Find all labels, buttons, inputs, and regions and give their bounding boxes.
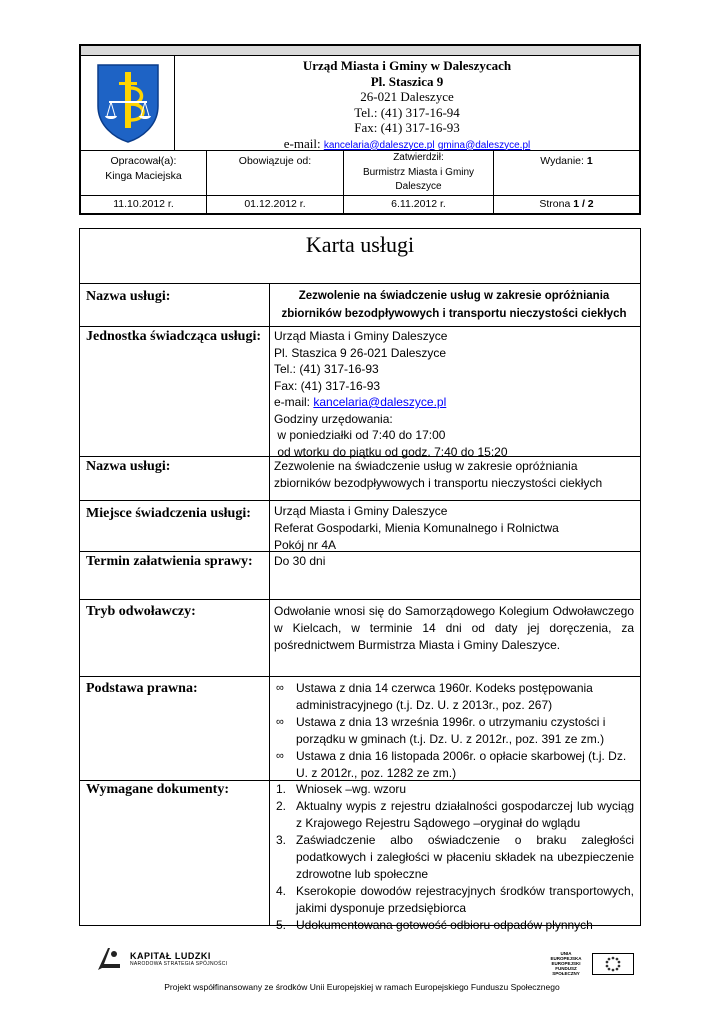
prepared-date: 11.10.2012 r. — [81, 196, 207, 213]
kl-subtitle: NARODOWA STRATEGIA SPÓJNOŚCI — [130, 961, 228, 967]
place-value — [270, 501, 640, 552]
unit-email-line — [274, 394, 634, 411]
kapital-ludzki-logo — [94, 944, 227, 974]
deadline-value: Do 30 dni — [274, 554, 326, 568]
row-place — [80, 500, 640, 552]
office-postcode: 26-021 Daleszyce — [360, 89, 454, 104]
appeal-value: Odwołanie wnosi się do Samorządowego Kolegium Odwoławczego w Kielcach, w terminie 14 dni od daty jej doręczenia, za pośrednictwem Burmistrza Miasta i Gminy Daleszyce. — [274, 604, 634, 652]
row-deadline — [80, 551, 640, 600]
place-line: Urząd Miasta i Gminy Daleszyce — [274, 504, 448, 518]
doc-item: 5. Udokumentowana gotowość odbioru odpadów płynnych — [276, 918, 593, 932]
email-label: e-mail: — [283, 135, 321, 151]
legal-item-text: Ustawa z dnia 14 czerwca 1960r. Kodeks postępowania administracyjnego (t.j. Dz. U. z 2013r., poz. 267) — [296, 681, 593, 712]
edition-cell — [494, 151, 639, 195]
header-dates-row — [81, 196, 639, 213]
office-address-block — [175, 56, 639, 150]
header-meta-row — [81, 151, 639, 196]
doc-item-text: Udokumentowana gotowość odbioru odpadów płynnych — [296, 918, 593, 932]
service-name2-value: Zezwolenie na świadczenie usług w zakresie opróżniania zbiorników bezodpływowych i transportu nieczystości ciekłych — [274, 459, 603, 490]
doc-item: 2. Aktualny wypis z rejestru działalności gospodarczej lub wyciąg z Krajowego Rejestru Sądowego –oryginał do wglądu — [276, 799, 634, 830]
service-name-value: Zezwolenie na świadczenie usług w zakresie opróżniania zbiorników bezodpływowych i transportu nieczystości ciekłych — [281, 290, 627, 320]
unit-line: Tel.: (41) 317-16-93 — [274, 362, 379, 376]
unit-label: Jednostka świadcząca usługi: — [80, 327, 270, 457]
valid-from-cell — [207, 151, 344, 195]
email-link-kancelaria[interactable]: kancelaria@daleszyce.pl — [323, 139, 435, 151]
doc-item-text: Zaświadczenie albo oświadczenie o braku zaległości podatkowych i zaległości w płaceniu składek na ubezpieczenie zdrowotne lub społeczne — [296, 833, 634, 881]
row-service-name — [80, 283, 640, 327]
office-street: Pl. Staszica 9 — [370, 73, 444, 89]
unit-hours-line: w poniedziałki od 7:40 do 17:00 — [274, 428, 446, 442]
row-appeal — [80, 599, 640, 677]
prepared-cell — [81, 151, 207, 195]
legal-item — [274, 714, 634, 748]
service-name-label: Nazwa usługi: — [80, 284, 270, 327]
unit-value — [270, 327, 640, 457]
edition-label: Wydanie: — [540, 155, 584, 167]
unit-hours-line: Godziny urzędowania: — [274, 411, 393, 426]
header-main-row — [81, 56, 639, 151]
doc-item: 4. Kserokopie dowodów rejestracyjnych środków transportowych, jakimi dysponuje przedsiębiorca — [276, 884, 634, 915]
unit-email-label: e-mail: — [274, 395, 311, 409]
legal-value — [270, 677, 640, 781]
service-card — [79, 228, 641, 932]
row-service-name-2 — [80, 456, 640, 501]
approved-cell — [344, 151, 494, 195]
card-title: Karta usługi — [80, 229, 640, 284]
unit-line: Pl. Staszica 9 26-021 Daleszyce — [274, 345, 447, 360]
kl-title: KAPITAŁ LUDZKI — [130, 951, 211, 961]
row-legal-basis — [80, 676, 640, 781]
legal-item-text: Ustawa z dnia 13 września 1996r. o utrzymaniu czystości i porządku w gminach (t.j. Dz. U. z 2012r., poz. 391 ze zm.) — [296, 715, 606, 746]
row-required-documents — [80, 780, 640, 932]
office-name: Urząd Miasta i Gminy w Daleszycach — [302, 58, 512, 73]
docs-value — [270, 781, 640, 932]
footer-note: Projekt współfinansowany ze środków Unii Europejskiej w ramach Europejskiego Funduszu Społecznego — [164, 982, 560, 992]
page-number-cell — [494, 196, 639, 213]
email-link-gmina[interactable]: gmina@daleszyce.pl — [437, 139, 531, 151]
eu-text: UNIA EUROPEJSKA EUROPEJSKI FUNDUSZ SPOŁECZNY — [550, 951, 582, 976]
infinity-bullet-icon: ∞ — [276, 682, 284, 694]
legal-item-text: Ustawa z dnia 16 listopada 2006r. o opłacie skarbowej (t.j. Dz. U. z 2012r., poz. 1282 ze zm.) — [296, 749, 627, 780]
unit-line: Fax: (41) 317-16-93 — [274, 378, 381, 393]
crest-cell — [81, 56, 175, 150]
eu-logo — [546, 951, 634, 976]
row-unit — [80, 326, 640, 457]
legal-label: Podstawa prawna: — [80, 677, 270, 781]
office-phone: Tel.: (41) 317-16-94 — [354, 104, 460, 120]
appeal-label: Tryb odwoławczy: — [80, 600, 270, 677]
doc-item: 3. Zaświadczenie albo oświadczenie o braku zaległości podatkowych i zaległości w płaceniu składek na ubezpieczenie zdrowotne lub społeczne — [276, 833, 634, 881]
docs-label: Wymagane dokumenty: — [80, 781, 270, 925]
place-line: Referat Gospodarki, Mienia Komunalnego i Rolnictwa — [274, 521, 559, 535]
prepared-name: Kinga Maciejska — [105, 170, 182, 182]
infinity-bullet-icon: ∞ — [276, 750, 284, 762]
legal-item — [274, 680, 634, 714]
service-name2-label: Nazwa usługi: — [80, 457, 270, 501]
page-value: 1 / 2 — [573, 198, 594, 210]
valid-date: 01.12.2012 r. — [207, 196, 344, 213]
doc-item: 1. Wniosek –wg. wzoru — [276, 782, 407, 796]
prepared-label: Opracował(a): — [110, 155, 177, 167]
valid-from-label: Obowiązuje od: — [238, 155, 312, 167]
header-top-bar — [81, 46, 639, 56]
doc-item-text: Aktualny wypis z rejestru działalności gospodarczej lub wyciąg z Krajowego Rejestru Sądowego –oryginał do wglądu — [296, 799, 634, 830]
doc-item-text: Kserokopie dowodów rejestracyjnych środków transportowych, jakimi dysponuje przedsiębiorca — [296, 884, 634, 915]
unit-line: Urząd Miasta i Gminy Daleszyce — [274, 329, 448, 343]
approved-by: Burmistrz Miasta i Gminy Daleszyce — [362, 166, 475, 192]
place-label: Miejsce świadczenia usługi: — [80, 501, 270, 552]
document-header-table — [79, 44, 641, 215]
infinity-bullet-icon: ∞ — [276, 716, 284, 728]
place-line: Pokój nr 4A — [274, 538, 337, 552]
kapital-ludzki-icon — [94, 944, 124, 974]
approved-date: 6.11.2012 r. — [344, 196, 494, 213]
page-label: Strona — [539, 198, 571, 210]
unit-email-link[interactable]: kancelaria@daleszyce.pl — [313, 395, 447, 409]
office-fax: Fax: (41) 317-16-93 — [354, 120, 460, 135]
eu-flag-icon — [592, 953, 634, 975]
doc-item-text: Wniosek –wg. wzoru — [296, 782, 407, 796]
approved-label: Zatwierdził: — [393, 152, 444, 163]
deadline-label: Termin załatwienia sprawy: — [80, 552, 270, 600]
unit-hours-line: od wtorku do piątku od godz. 7:40 do 15:20 — [274, 444, 508, 459]
legal-item — [274, 748, 634, 782]
coat-of-arms-icon — [95, 62, 161, 144]
edition-value: 1 — [586, 155, 593, 167]
